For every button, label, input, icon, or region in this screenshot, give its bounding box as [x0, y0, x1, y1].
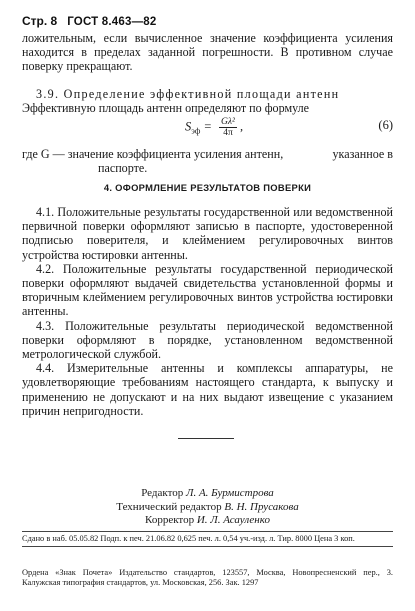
editor-name: Л. А. Бурмистрова: [186, 487, 274, 499]
formula-subscript: эф: [191, 125, 201, 136]
intro-text: ложительным, если вычисленное значение коэффициента усиления находится в пределах заданной погрешности. В противном случае поверку прекращают.: [22, 31, 393, 74]
formula-lhs: S: [185, 119, 192, 134]
separator-rule: [178, 438, 234, 439]
formula-denominator: 4π: [223, 128, 233, 138]
where-suffix: указанное в: [332, 147, 393, 161]
corrector-line: [0, 514, 415, 528]
formula-trailing: ,: [236, 119, 244, 134]
imprint-line: Сдано в наб. 05.05.82 Подп. к печ. 21.06.82 0,625 печ. л. 0,54 уч.-изд. л. Тир. 8000 Цена 3 коп.: [22, 534, 355, 543]
editor-line: [0, 487, 415, 501]
section-4-body: [22, 205, 393, 418]
tech-editor-name: В. Н. Прусакова: [224, 500, 299, 513]
page-number: Стр. 8: [22, 14, 58, 28]
where-clause: [22, 147, 393, 175]
publisher-block: [22, 568, 393, 588]
tech-editor-line: [0, 501, 415, 515]
formula-number: (6): [378, 118, 393, 132]
imprint-top-rule: [22, 531, 393, 532]
clause-3-9: [22, 87, 393, 115]
formula-numerator: Gλ²: [221, 117, 235, 127]
formula-6: [22, 114, 393, 144]
page-header: [22, 14, 156, 28]
tech-editor-role: Технический редактор: [116, 500, 222, 513]
paragraph-4-4: 4.4. Измерительные антенны и комплексы аппаратуры, не удовлетворяющие требованиям настоящего стандарта, к выпуску и применению не допускают и на них выдают извещение с указанием причин непригодности.: [22, 361, 393, 418]
publisher-line-1: Ордена «Знак Почета» Издательство стандартов, 123557, Москва, Новопресненский пер., 3.: [22, 568, 393, 577]
formula-expression: [185, 117, 243, 138]
corrector-role: Корректор: [145, 514, 195, 527]
imprint-bottom-rule: [22, 546, 393, 547]
intro-paragraph: [22, 31, 393, 74]
credits-block: [0, 487, 415, 528]
publisher-line-2: Калужская типография стандартов, ул. Московская, 256. Зак. 1297: [22, 578, 259, 587]
formula-fraction: [219, 117, 237, 138]
corrector-name: И. Л. Асауленко: [196, 514, 270, 527]
clause-3-9-heading: 3.9. Определение эффективной площади антенн: [36, 87, 340, 101]
where-row: [22, 147, 393, 161]
section-4-title: 4. ОФОРМЛЕНИЕ РЕЗУЛЬТАТОВ ПОВЕРКИ: [103, 182, 312, 193]
paragraph-4-1: 4.1. Положительные результаты государственной или ведомственной первичной поверки оформляют записью в паспорте, удостоверенной подписью поверителя, и клеймением регулировочных винтов устройства юстировки антенны.: [22, 205, 393, 262]
editor-role: Редактор: [141, 487, 184, 499]
clause-3-9-text: Эффективную площадь антенн определяют по формуле: [22, 101, 310, 116]
where-prefix: где G — значение коэффициента усиления антенн,: [22, 147, 284, 161]
where-continuation: паспорте.: [98, 161, 148, 176]
imprint-block: [22, 534, 393, 544]
paragraph-4-2: 4.2. Положительные результаты государственной периодической поверки оформляют выдачей свидетельства установленной формы и вторичным клеймением регулировочных винтов устройства юстировки антенны.: [22, 261, 393, 319]
formula-equals: =: [200, 119, 216, 134]
paragraph-4-3: 4.3. Положительные результаты периодической ведомственной поверки оформляют в порядке, установленном ведомственной метрологической службой.: [22, 318, 393, 362]
standard-designation: ГОСТ 8.463—82: [67, 16, 157, 28]
